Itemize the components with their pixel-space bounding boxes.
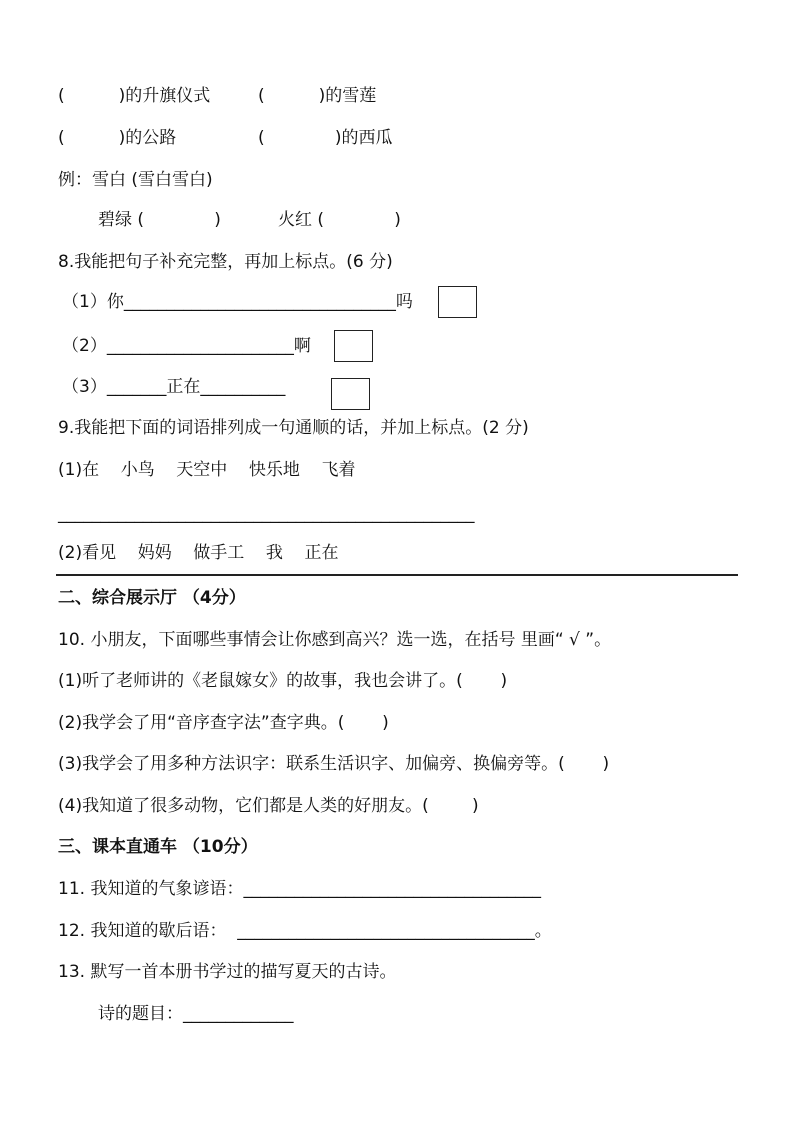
punctuation-box-3[interactable] <box>331 378 370 410</box>
q9-item-2: (2)看见 妈妈 做手工 我 正在 <box>58 543 339 563</box>
section-divider <box>56 574 738 576</box>
line-watermelon: ( )的西瓜 <box>258 128 393 148</box>
punctuation-box-2[interactable] <box>334 330 373 362</box>
line-highway: ( )的公路 <box>58 128 177 148</box>
question-13: 13. 默写一首本册书学过的描写夏天的古诗。 <box>58 962 397 982</box>
line-flag-ceremony: ( )的升旗仪式 <box>58 86 211 106</box>
q10-item-3: (3)我学会了用多种方法识字：联系生活识字、加偏旁、换偏旁等。( ) <box>58 754 610 774</box>
q9-answer-blank[interactable]: _________________________________________________ <box>58 504 475 524</box>
example-line: 例：雪白 (雪白雪白) <box>58 170 213 190</box>
line-emerald: 碧绿 ( ) <box>98 210 221 230</box>
punctuation-box-1[interactable] <box>438 286 477 318</box>
question-12: 12. 我知道的歇后语： ___________________________________。 <box>58 921 552 941</box>
q8-item-2: （2）______________________啊 <box>62 336 311 356</box>
question-8: 8.我能把句子补充完整，再加上标点。(6 分) <box>58 252 393 272</box>
q8-item-3: （3）_______正在__________ <box>62 377 286 397</box>
poem-title-line: 诗的题目：_____________ <box>98 1004 294 1024</box>
question-9: 9.我能把下面的词语排列成一句通顺的话，并加上标点。(2 分) <box>58 418 529 438</box>
q10-item-1: (1)听了老师讲的《老鼠嫁女》的故事，我也会讲了。( ) <box>58 671 508 691</box>
question-10: 10. 小朋友，下面哪些事情会让你感到高兴？选一选，在括号 里画“ √ ”。 <box>58 630 612 650</box>
q10-item-4: (4)我知道了很多动物，它们都是人类的好朋友。( ) <box>58 796 479 816</box>
line-snow-lotus: ( )的雪莲 <box>258 86 377 106</box>
q9-item-1: (1)在 小鸟 天空中 快乐地 飞着 <box>58 460 356 480</box>
section-3-title: 三、课本直通车 （10分） <box>58 837 258 857</box>
q8-item-1: （1）你________________________________吗 <box>62 292 413 312</box>
question-11: 11. 我知道的气象谚语：___________________________________ <box>58 879 541 899</box>
line-fiery-red: 火红 ( ) <box>278 210 401 230</box>
q10-item-2: (2)我学会了用“音序查字法”查字典。( ) <box>58 713 389 733</box>
section-2-title: 二、综合展示厅 （4分） <box>58 588 246 608</box>
